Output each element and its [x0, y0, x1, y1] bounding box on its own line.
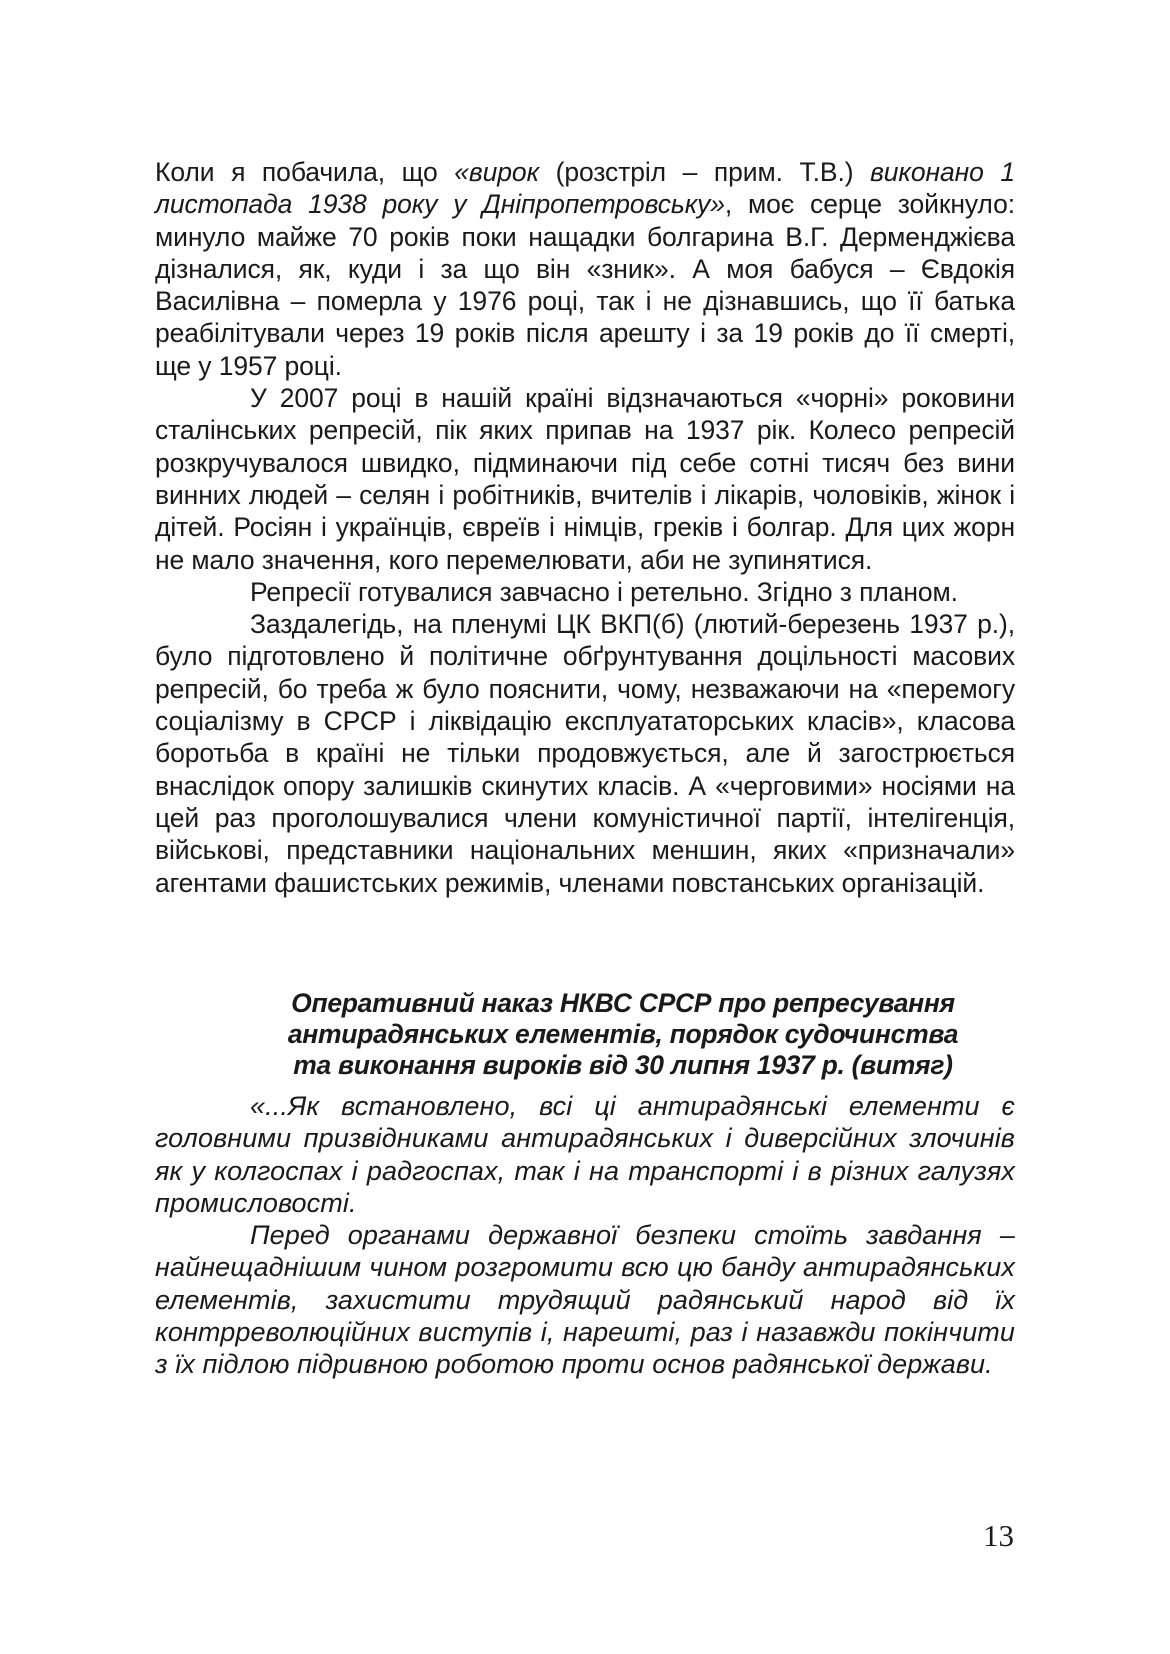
heading-line-2: антирадянських елементів, порядок судочинства [287, 1019, 959, 1049]
paragraph-2: У 2007 році в нашій країні відзначаються «чорні» роковини сталінських репресій, пік яких припав на 1937 рік. Колесо репресій розкручувалося швидко, підминаючи під себе сотні тисяч без вини винних людей – селян і робітників, вчителів і лікарів, чоловіків, жінок і дітей. Росіян і українців, євреїв і німців, греків і болгар. Для цих жорн не мало значення, кого перемелювати, аби не зупинятися. [155, 383, 1015, 575]
paragraph-4: Заздалегідь, на пленумі ЦК ВКП(б) (лютий-березень 1937 р.), було підготовлено й політичне обґрунтування доцільності масових репресій, бо треба ж було пояснити, чому, незважаючи на «перемогу соціалізму в СРСР і ліквідацію експлуататорських класів», класова боротьба в країні не тільки продовжується, але й загострюється внаслідок опору залишків скинутих класів. А «черговими» носіями на цей раз проголошувалися члени комуністичної партії, інтелігенція, військові, представники національних меншин, яких «призначали» агентами фашистських режимів, членами повстанських організацій. [155, 609, 1015, 898]
paragraph-1-italic-2: виконано 1 листопада 1938 року у Дніпропетровську» [155, 157, 1015, 220]
paragraph-1-part-1: Коли я побачила, що [155, 157, 455, 187]
section-heading [258, 988, 988, 1081]
heading-line-3: та виконання вироків від 30 липня 1937 р. (витяг) [293, 1050, 953, 1080]
quote-paragraph-1: «...Як встановлено, всі ці антирадянські елементи є головними призвідниками антирадянських і диверсійних злочинів як у колгоспах і радгоспах, так і на транспорті і в різних галузях промисловості. [155, 1091, 1015, 1218]
paragraph-1-part-3: , моє серце зойкнуло: минуло майже 70 років поки нащадки болгарина В.Г. Дерменджієва дізналися, як, куди і за що він «зник». А моя бабуся – Євдокія Василівна – померла у 1976 році, так і не дізнавшись, що її батька реабілітували через 19 років після арешту і за 19 років до її смерті, ще у 1957 році. [155, 189, 1015, 381]
paragraph-1-part-2: (розстріл – прим. Т.В.) [538, 157, 871, 187]
page-number: 13 [983, 1518, 1014, 1553]
paragraph-1 [155, 156, 1015, 382]
paragraph-3: Репресії готувалися завчасно і ретельно. Згідно з планом. [250, 576, 958, 607]
body-text [155, 156, 1015, 899]
quote-text [155, 1090, 1015, 1381]
heading-line-1: Оперативний наказ НКВС СРСР про репресування [291, 988, 955, 1018]
paragraph-1-italic-1: «вирок [454, 157, 539, 187]
quote-paragraph-2: Перед органами державної безпеки стоїть завдання – найнещаднішим чином розгромити всю цю банду антирадянських елементів, захистити трудящий радянський народ від їх контрреволюційних виступів і, нарешті, раз і назавжди покінчити з їх підлою підривною роботою проти основ радянської держави. [155, 1220, 1015, 1380]
